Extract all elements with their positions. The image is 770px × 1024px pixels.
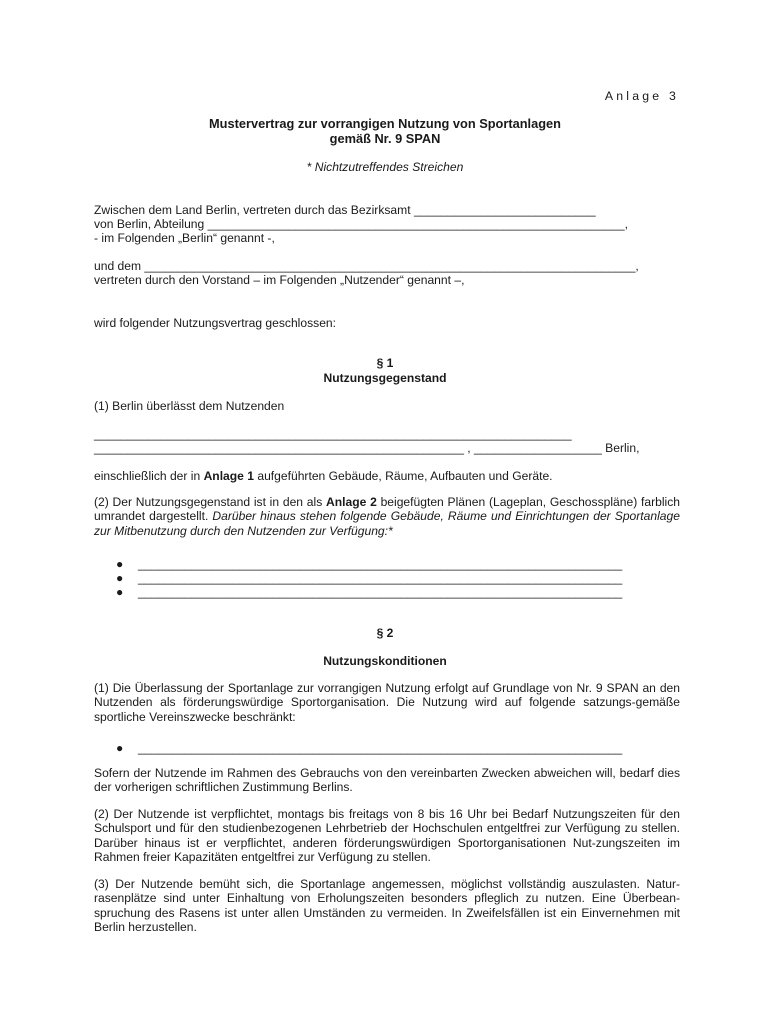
bullet-icon: ● bbox=[116, 585, 124, 599]
parties-line-5: vertreten durch den Vorstand – im Folgenden „Nutzender“ genannt –, bbox=[94, 273, 465, 287]
section-2-paragraph-1: (1) Die Überlassung der Sportanlage zur vorrangigen Nutzung erfolgt auf Grundlage von Nr. 9 SPAN an den Nutzenden als förderungswürdige Sportorganisation. Die Nutzung wird auf folgende satzungs-gemäße sportliche Vereinszwecke beschränkt: bbox=[94, 681, 680, 724]
bullet-icon: ● bbox=[116, 557, 124, 571]
contract-intro: wird folgender Nutzungsvertrag geschlossen: bbox=[94, 316, 337, 330]
shared-facilities-text: Darüber hinaus stehen folgende Gebäude, Räume und Einrichtungen der Sportanlage zur Mitbenutzung durch den Nutzenden zur Verfügung:* bbox=[94, 509, 680, 538]
section-1-paragraph-2 bbox=[94, 495, 680, 538]
annex-2-text-mid: beigefügten Plänen (Lageplan, Geschosspläne) farblich umrandet dargestellt. bbox=[94, 495, 680, 524]
annex-label: Anlage 3 bbox=[604, 89, 679, 103]
strike-note: * Nichtzutreffendes Streichen bbox=[306, 160, 464, 174]
annex-1-text-post: aufgeführten Gebäude, Räume, Aufbauten und Geräte. bbox=[254, 469, 553, 483]
facility-blank-2: ________________________________________________________________________ bbox=[138, 571, 623, 585]
parties-line-2: von Berlin, Abteilung ______________________________________________________________, bbox=[94, 217, 628, 231]
bullet-icon: ● bbox=[116, 571, 124, 585]
section-1-number: § 1 bbox=[376, 356, 394, 370]
section-2-paragraph-2: Sofern der Nutzende im Rahmen des Gebrauchs von den vereinbarten Zwecken abweichen will, bedarf dies der vorherigen schriftlichen Zustimmung Berlins. bbox=[94, 766, 680, 795]
section-1-heading: Nutzungsgegenstand bbox=[323, 371, 447, 385]
facility-bullet-1 bbox=[116, 557, 636, 572]
section-2-paragraph-3: (2) Der Nutzende ist verpflichtet, montags bis freitags von 8 bis 16 Uhr bei Bedarf Nutzungszeiten für den Schulsport und für den studienbezogenen Lehrbetrieb der Hochschulen entgeltfrei zur Verfügung zu stellen. Darüber hinaus ist er verpflichtet, anderen förderungswürdigen Sportorganisationen Nut-zungszeiten im Rahmen freier Kapazitäten entgeltfrei zur Verfügung zu stellen. bbox=[94, 807, 680, 865]
contract-subtitle: gemäß Nr. 9 SPAN bbox=[329, 131, 441, 146]
facility-bullet-3 bbox=[116, 585, 636, 600]
bullet-icon: ● bbox=[116, 741, 124, 755]
section-1-annex-1-sentence bbox=[94, 469, 553, 483]
annex-2-reference: Anlage 2 bbox=[326, 495, 377, 509]
section-2-paragraph-4: (3) Der Nutzende bemüht sich, die Sportanlage angemessen, möglichst vollständig auszulasten. Natur-rasenplätze sind unter Einhaltung von Erholungszeiten besonders pfleglich zu nutzen. Eine Überbean-spruchung des Rasens ist unter allen Umständen zu vermeiden. In Zweifelsfällen ist ein Einvernehmen mit Berlin herzustellen. bbox=[94, 877, 680, 935]
annex-1-text-pre: einschließlich der in bbox=[94, 469, 204, 483]
facility-blank-3: ________________________________________________________________________ bbox=[138, 585, 623, 599]
purpose-bullet bbox=[116, 741, 636, 756]
parties-line-1: Zwischen dem Land Berlin, vertreten durch das Bezirksamt ___________________________ bbox=[94, 203, 596, 217]
section-1-blank-line-2: _______________________________________________________ , ___________________ Berlin, bbox=[94, 441, 640, 455]
purpose-blank: ________________________________________________________________________ bbox=[138, 741, 623, 755]
section-2-number: § 2 bbox=[376, 626, 394, 640]
section-2-heading: Nutzungskonditionen bbox=[323, 654, 447, 668]
section-1-blank-line-1: _______________________________________________________________________ bbox=[94, 427, 572, 441]
parties-line-3: - im Folgenden „Berlin“ genannt -, bbox=[94, 231, 275, 245]
annex-1-reference: Anlage 1 bbox=[203, 469, 254, 483]
contract-title: Mustervertrag zur vorrangigen Nutzung von Sportanlagen bbox=[209, 116, 561, 131]
section-1-paragraph-1: (1) Berlin überlässt dem Nutzenden bbox=[94, 399, 285, 413]
annex-2-text-pre: (2) Der Nutzungsgegenstand ist in den als bbox=[94, 495, 326, 509]
parties-line-4: und dem _________________________________________________________________________, bbox=[94, 259, 639, 273]
facility-blank-1: ________________________________________________________________________ bbox=[138, 557, 623, 571]
facility-bullet-2 bbox=[116, 571, 636, 586]
